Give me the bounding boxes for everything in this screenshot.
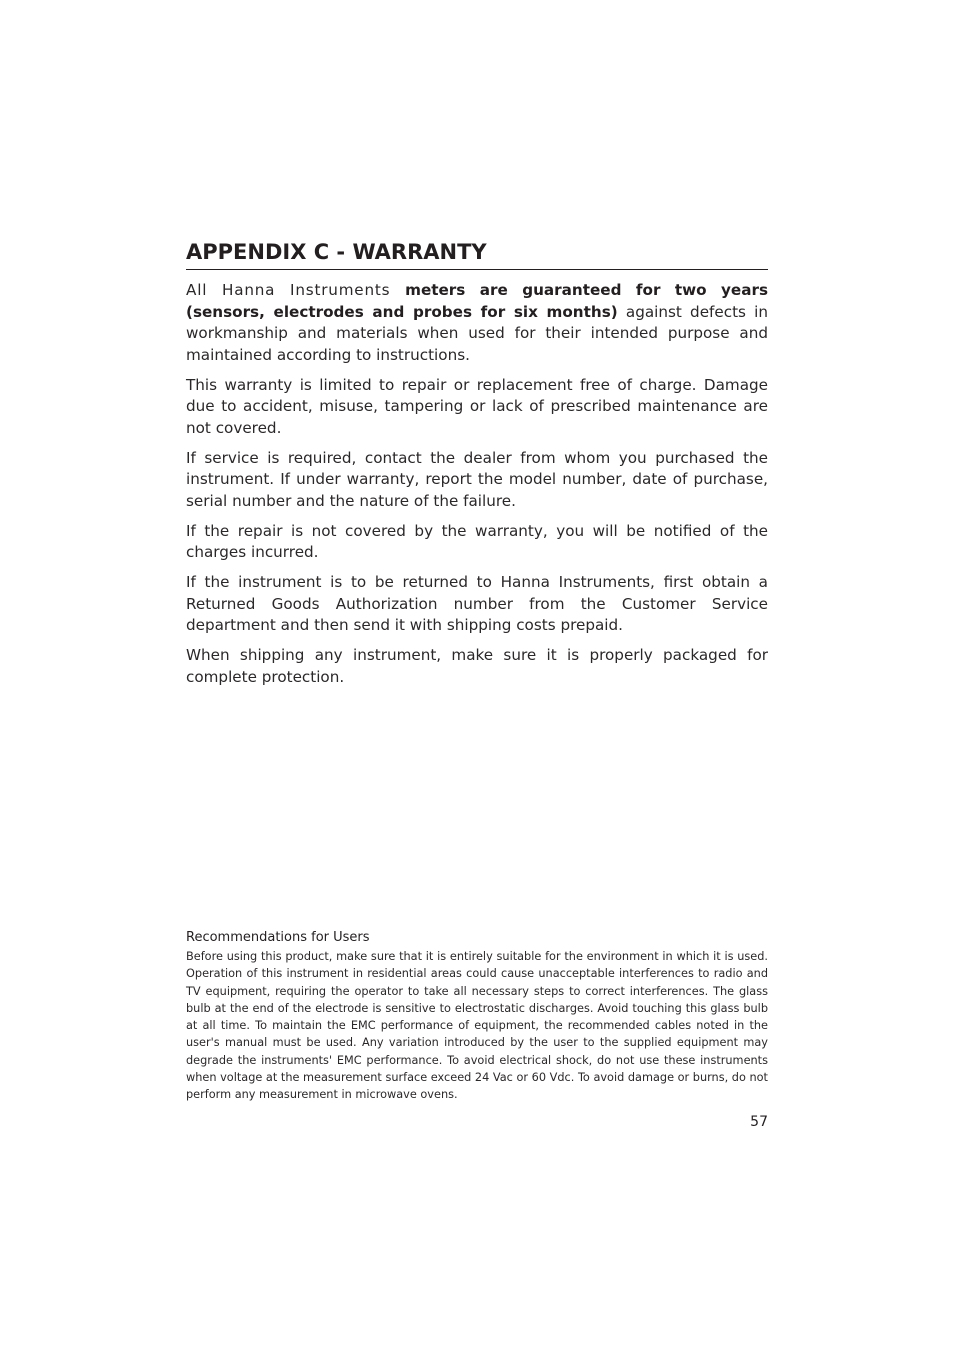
warranty-paragraph-1: [186, 280, 768, 366]
warranty-paragraph-4: If the repair is not covered by the warranty, you will be notified of the charges incurred.: [186, 521, 768, 561]
warranty-defects-text: against defects in workmanship and materials when used for their intended purpose and maintained according to instructions.: [186, 302, 768, 364]
recommendations-section: [186, 929, 768, 1104]
recommendations-body: Before using this product, make sure that it is entirely suitable for the environment in which it is used. Operation of this instrument in residential areas could cause unacceptable interferences to radio and TV equipment, requiring the operator to take all necessary steps to correct interferences. The glass bulb at the end of the electrode is sensitive to electrostatic discharges. Avoid touching this glass bulb at all time. To maintain the EMC performance of equipment, the recommended cables noted in the user's manual must be used. Any variation introduced by the user to the supplied equipment may degrade the instruments' EMC performance. To avoid electrical shock, do not use these instruments when voltage at the measurement surface exceed 24 Vac or 60 Vdc. To avoid damage or burns, do not perform any measurement in microwave ovens.: [186, 950, 768, 1102]
page-number: 57: [750, 1114, 768, 1130]
warranty-paragraph-2: This warranty is limited to repair or replacement free of charge. Damage due to accident, misuse, tampering or lack of prescribed maintenance are not covered.: [186, 375, 768, 437]
warranty-section: [186, 238, 768, 697]
recommendations-title: Recommendations for Users: [186, 930, 370, 945]
warranty-paragraph-6: When shipping any instrument, make sure it is properly packaged for complete protection.: [186, 646, 768, 686]
warranty-paragraph-3: If service is required, contact the dealer from whom you purchased the instrument. If under warranty, report the model number, date of purchase, serial number and the nature of the failure.: [186, 448, 768, 510]
heading-divider: [186, 269, 768, 270]
warranty-paragraph-5: If the instrument is to be returned to Hanna Instruments, first obtain a Returned Goods Authorization number from the Customer Service department and then send it with shipping costs prepaid.: [186, 573, 768, 634]
warranty-guarantee-text: meters are guaranteed for two years (sensors, electrodes and probes for six months): [186, 281, 769, 321]
page-title: APPENDIX C - WARRANTY: [186, 240, 487, 264]
warranty-lead-text: All Hanna Instruments: [186, 281, 406, 299]
